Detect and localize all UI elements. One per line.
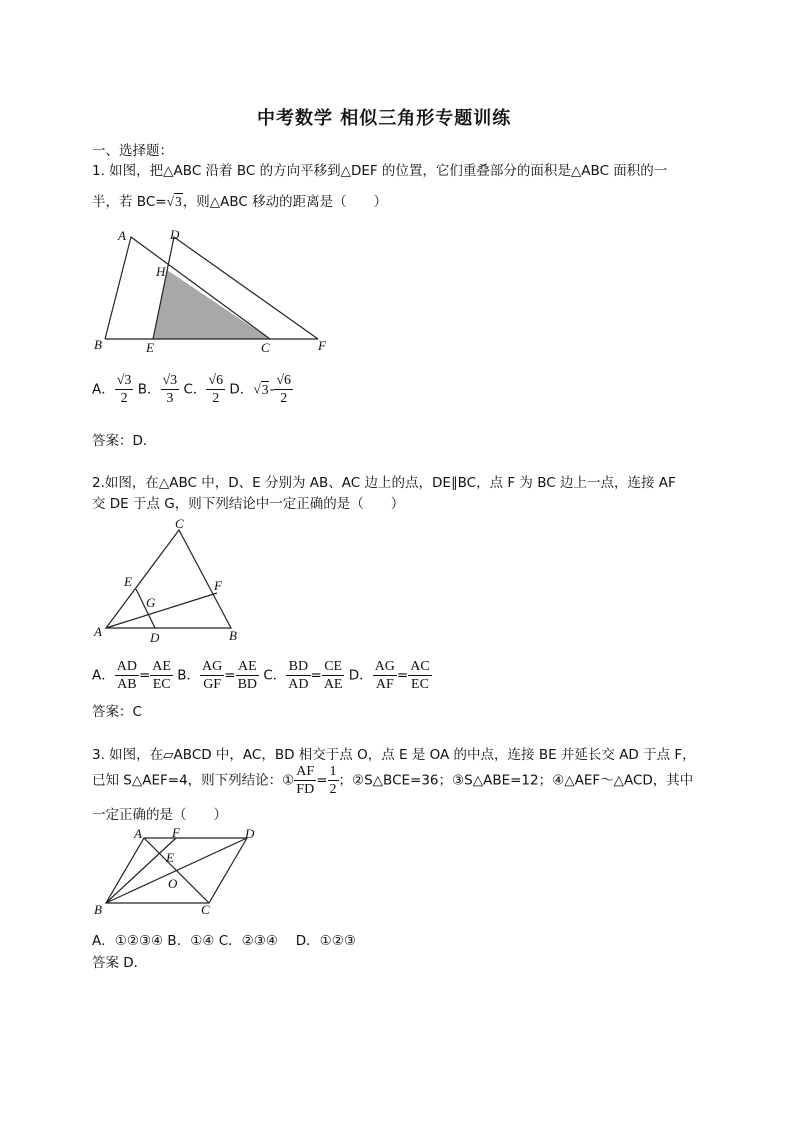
label-h: H [156, 264, 166, 279]
q2-text-line1: 2.如图，在△ABC 中，D、E 分别为 AB、AC 边上的点，DE∥BC，点 F 为 BC 边上一点，连接 AF [92, 475, 676, 491]
label-a: A [118, 228, 126, 243]
label-c: C [175, 516, 184, 531]
q1-figure [88, 222, 348, 360]
label-b: B [229, 628, 237, 643]
q1-text-line2: 半，若 BC=√3，则△ABC 移动的距离是（ ） [92, 194, 388, 210]
q3-text-line2: 已知 S△AEF=4，则下列结论：① $\frac{AF}{FD}$ = $\frac{1}{2}$ ；②S△BCE=36；③S△ABE=12；④△AEF～△ACD，其中 [92, 764, 694, 797]
label-e: E [124, 574, 132, 589]
diagonal-bd [106, 838, 247, 903]
label-e: E [146, 340, 154, 355]
q3-options: A．①②③④ B．①④ C．②③④ D．①②③ [92, 933, 356, 949]
label-d: D [150, 630, 160, 645]
label-c: C [201, 902, 210, 917]
label-a: A [94, 624, 102, 639]
label-e: E [166, 850, 174, 865]
label-a: A [134, 826, 142, 841]
q2-answer: 答案：C [92, 704, 142, 720]
label-d: D [170, 227, 180, 242]
q1-text-line1: 1. 如图，把△ABC 沿着 BC 的方向平移到△DEF 的位置，它们重叠部分的面积是△ABC 面积的一 [92, 163, 668, 179]
label-o: O [168, 876, 178, 891]
q3-text-line3: 一定正确的是（ ） [92, 807, 227, 823]
q1-options: A． $\frac{√3}{2}$ B． $\frac{√3}{3}$ C． $\frac{√6}{2}$ D．√3- $\frac{√6}{2}$ [92, 373, 292, 406]
q2-options: A． $\frac{AD}{AB}$ = $\frac{AE}{EC}$ B． $\frac{AG}{GF}$ = $\frac{AE}{BD}$ C． $\frac{BD}{AD}$ = $\frac{CE}{AE}$ D． $\frac{AG}{AF}$ = $\frac{AC}{EC}$ [92, 659, 430, 692]
q3-answer: 答案 D． [92, 955, 148, 971]
segment-af [106, 593, 217, 628]
label-b: B [94, 337, 102, 352]
label-c: C [261, 340, 270, 355]
page-title: 中考数学 相似三角形专题训练 [257, 108, 512, 129]
label-f: F [318, 338, 326, 353]
overlap-shaded-region [153, 270, 270, 339]
label-f: F [214, 578, 222, 593]
label-f: F [172, 826, 180, 840]
segment-bf [106, 838, 176, 903]
label-g: G [146, 595, 156, 610]
q2-text-line2: 交 DE 于点 G，则下列结论中一定正确的是（ ） [92, 496, 405, 512]
q3-text-line1: 3. 如图，在▱ABCD 中，AC，BD 相交于点 O，点 E 是 OA 的中点，连接 BE 并延长交 AD 于点 F， [92, 747, 696, 763]
q2-figure [90, 514, 250, 646]
label-b: B [94, 902, 102, 917]
q3-figure [90, 826, 270, 918]
sqrt-expression: √3 [166, 194, 182, 209]
q1-answer: 答案：D． [92, 433, 157, 449]
label-d: D [245, 826, 255, 841]
section-heading: 一、选择题： [92, 143, 173, 159]
